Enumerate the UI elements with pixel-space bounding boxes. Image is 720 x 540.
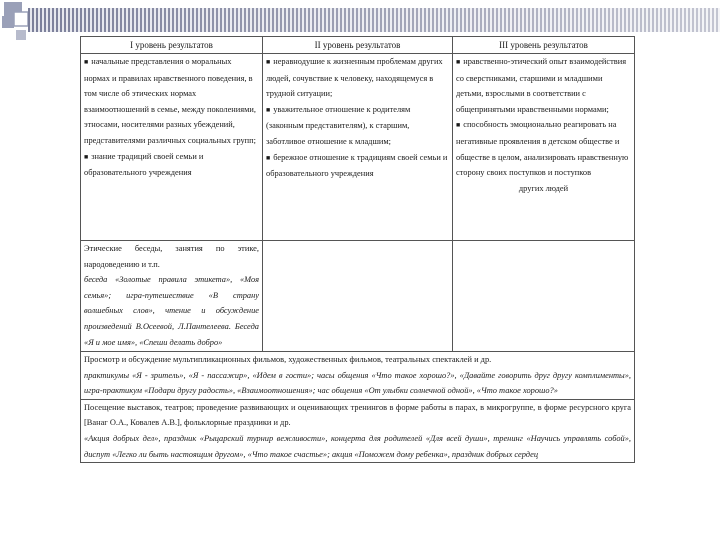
table-row-beseda (81, 241, 635, 352)
cell-level-3 (453, 54, 635, 241)
list-item-continuation: других людей (518, 183, 569, 193)
activity-form-text: Этические беседы, занятия по этике, народоведению и т.п. (84, 244, 259, 269)
square-bullet-icon: ■ (84, 152, 89, 161)
cell-level-2 (263, 54, 453, 241)
header-level-1: I уровень результатов (81, 37, 263, 54)
cell-empty-2 (263, 241, 453, 352)
list-item: ■ начальные представления о моральных нормах и правилах нравственного поведения, в том числе об этических нормах взаимоотношений в семье, между поколениями, этносами, носителями разных убеждений, представителями различных социальных групп; (84, 57, 256, 145)
cell-empty-3 (453, 241, 635, 352)
activity-form-text: Посещение выставок, театров; проведение развивающих и оценивающих тренингов в форме работы в парах, в микрогруппе, в форме ресурсного круга [Ванаг О.А., Ковалев А.В.], фольклорные праздники и др. (84, 402, 631, 428)
cell-beseda (81, 241, 263, 352)
activity-examples-text: практикумы «Я - зритель», «Я - пассажир», «Идем в гости»; часы общения «Что такое хорошо?», «Давайте говорить друг другу комплименты», игра-практикум «Подари другу радость», «Взаимоотношения»; час общения «От улыбки солнечной одной», «Что такое хорошо?» (84, 370, 631, 396)
square-bullet-icon: ■ (266, 105, 271, 114)
slide-decoration-bar-fade (28, 8, 720, 32)
list-item: ■ способность эмоционально реагировать на негативные проявления в детском обществе и обществе в целом, анализировать нравственную сторону своих поступков и поступков (456, 120, 629, 178)
activity-form-text: Просмотр и обсуждение мультипликационных фильмов, художественных фильмов, театральных спектаклей и др. (84, 355, 492, 364)
header-level-2: II уровень результатов (263, 37, 453, 54)
square-bullet-icon: ■ (456, 58, 461, 66)
table-row-visit (81, 399, 635, 462)
header-level-3: III уровень результатов (453, 37, 635, 54)
square-bullet-icon: ■ (456, 121, 461, 130)
activity-examples-text: беседа «Золотые правила этикета», «Моя семья»; игра-путешествие «В страну волшебных слов», чтение и обсуждение произведений В.Осеевой, Л.Пантелеева. Беседа «Я и мое имя», «Спеши делать добро» (84, 275, 259, 347)
list-item: ■ нравственно-этический опыт взаимодействия со сверстниками, старшими и младшими детьми, взрослыми в соответствии с общепринятыми нравственными нормами; (456, 57, 627, 114)
results-table (80, 36, 635, 463)
square-bullet-icon: ■ (84, 58, 89, 66)
table-row-results (81, 54, 635, 241)
cell-film (81, 352, 635, 400)
table-row-film (81, 352, 635, 400)
cell-visit (81, 399, 635, 462)
list-item: ■ неравнодушие к жизненным проблемам других людей, сочувствие к человеку, находящемуся в трудной ситуации; (266, 57, 443, 99)
square-bullet-icon: ■ (266, 153, 271, 162)
cell-level-1 (81, 54, 263, 241)
activity-examples-text: «Акция добрых дел», праздник «Рыцарский турнир вежливости», концерта для родителей «Для всей души», тренинг «Научись управлять собой», диспут «Легко ли быть настоящим другом», «Что такое счастье»; акция «Поможем дому ребенка», праздник добрых сердец (84, 433, 631, 459)
list-item: ■ уважительное отношение к родителям (законным представителям), к старшим, заботливое отношение к младшим; (266, 104, 411, 146)
square-bullet-icon: ■ (266, 58, 271, 66)
table-header-row (81, 37, 635, 54)
list-item: ■ бережное отношение к традициям своей семьи и образовательного учреждения (266, 152, 448, 179)
list-item: ■ знание традиций своей семьи и образовательного учреждения (84, 151, 204, 178)
